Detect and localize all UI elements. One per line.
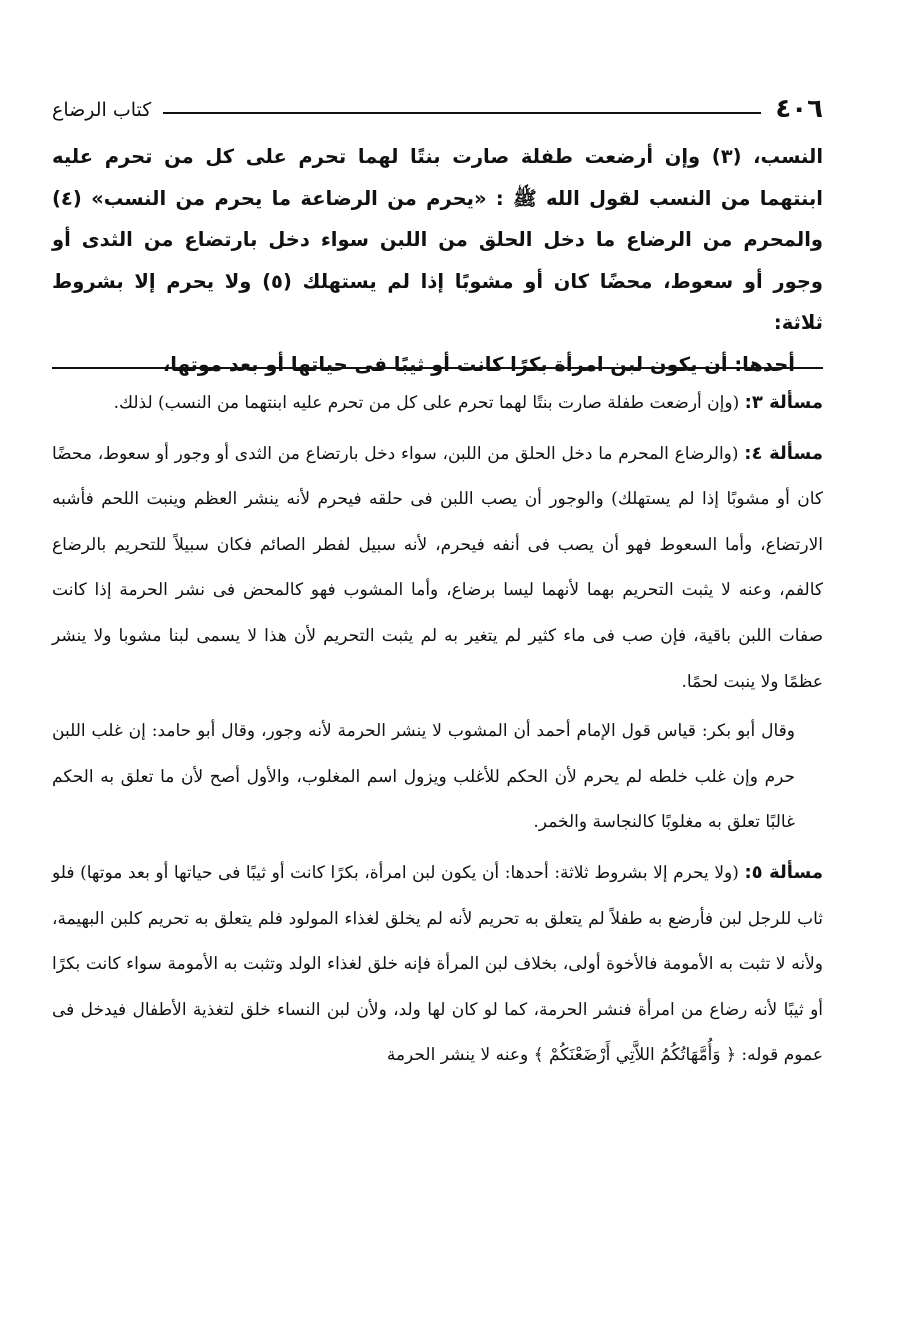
masala-label: مسألة ٥: (744, 861, 823, 883)
page-header (52, 82, 823, 122)
masala-4 (52, 431, 823, 706)
book-title: كتاب الرضاع (52, 99, 152, 121)
masala-5 (52, 850, 823, 1079)
commentary-paragraph: وقال أبو بكر: قياس قول الإمام أحمد أن المشوب لا ينشر الحرمة لأنه وجور، وقال أبو حامد: إن غلب اللبن حرم وإن غلب خلطه لم يحرم لأن الحكم للأغلب ويزول اسم المغلوب، والأول أصح لأن ما تعلق به الحكم غالبًا تعلق به مغلوبًا كالنجاسة والخمر. (52, 721, 795, 833)
masala-text: (والرضاع المحرم ما دخل الحلق من اللبن، سواء دخل بارتضاع من الثدى أو وجور أو سعوط، محضًا كان أو مشوبًا إذا لم يستهلك) والوجور أن يصب اللبن فى حلقه فيحرم لأنه ينشر العظم وينبت اللحم فأشبه الارتضاع، وأما السعوط فهو أن يصب فى أنفه فيحرم، لأنه سبيل لفطر الصائم فكان سبيلاً للتحريم بالرضاع كالفم، وعنه لا يثبت التحريم بهما لأنهما ليسا برضاع، وأما المشوب فهو كالمحض فى نشر الحرمة إذا كانت صفات اللبن باقية، فإن صب فى ماء كثير لم يتغير به لم يثبت التحريم لأن هذا لا يسمى لبنا مشوبا ولا ينشر عظمًا ولا ينبت لحمًا. (52, 443, 823, 692)
header-rule (163, 112, 761, 114)
masala-text: (ولا يحرم إلا بشروط ثلاثة: أحدها: أن يكون لبن امرأة، بكرًا كانت أو ثيبًا فى حياتها أو بعد موتها) فلو ثاب للرجل لبن فأرضع به طفلاً لم يتعلق به تحريم لأنه لم يخلق لغذاء المولود فلم يتعلق به تحريم كلبن البهيمة، ولأنه لا تثبت به الأمومة فالأخوة أولى، بخلاف لبن المرأة فإنه خلق لغذاء الولد وتثبت به الأمومة سواء كانت بكرًا أو ثيبًا لأنه رضاع من امرأة فنشر الحرمة، كما لو كان لها ولد، ولأن لبن النساء خلق لتغذية الأطفال فيدخل فى عموم قوله: ﴿ وَأُمَّهَاتُكُمُ اللاَّتِي أَرْضَعْنَكُمْ ﴾ وعنه لا ينشر الحرمة (52, 862, 823, 1066)
main-text (52, 136, 823, 385)
masala-text: (وإن أرضعت طفلة صارت بنتًا لهما تحرم على كل من تحرم عليه ابنتهما من النسب) لذلك. (113, 393, 745, 413)
commentary (52, 380, 823, 1083)
main-text-paragraph: النسب، (٣) وإن أرضعت طفلة صارت بنتًا لهما تحرم على كل من تحرم عليه ابنتهما من النسب لقول الله ﷺ : «يحرم من الرضاعة ما يحرم من النسب» (٤) والمحرم من الرضاع ما دخل الحلق من اللبن سواء دخل بارتضاع من الثدى أو وجور أو سعوط، محضًا كان أو مشوبًا إذا لم يستهلك (٥) ولا يحرم إلا بشروط ثلاثة: (52, 145, 824, 334)
masala-3 (52, 380, 823, 427)
main-text-paragraph: أحدها: أن يكون لبن امرأة بكرًا كانت أو ثيبًا فى حياتها أو بعد موتها، (162, 352, 795, 376)
masala-label: مسألة ٤: (744, 442, 823, 464)
page-number: ٤٠٦ (775, 94, 823, 124)
footnote-separator (52, 367, 823, 369)
masala-label: مسألة ٣: (744, 392, 823, 413)
